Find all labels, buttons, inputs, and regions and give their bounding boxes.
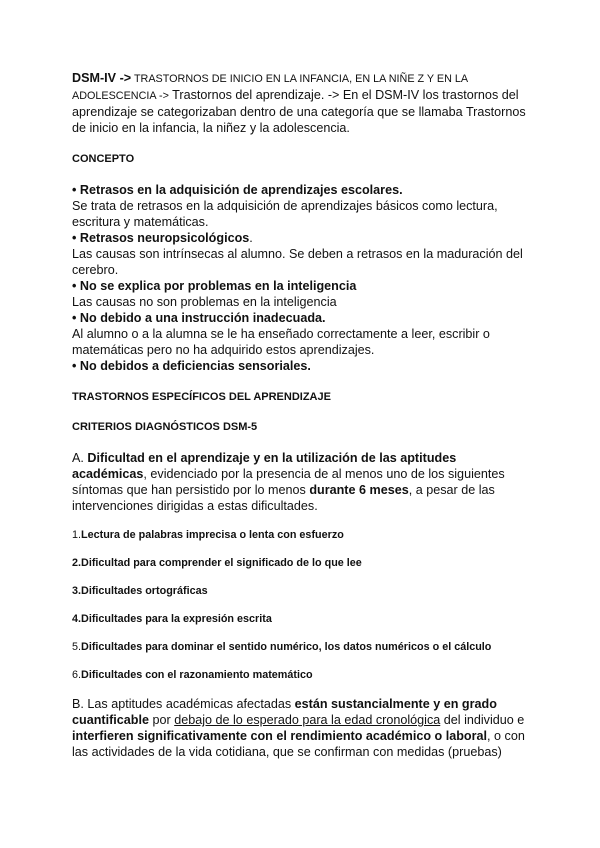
criterion-a-paragraph: A. Dificultad en el aprendizaje y en la utilización de las aptitudes académicas, evidenciado por la presencia de al menos uno de los siguientes síntomas que han persistido por lo menos durante 6 meses, a pesar de las intervenciones dirigidas a estas dificultades. <box>72 451 505 513</box>
concepto-list <box>72 182 532 374</box>
symptom-item: 4.Dificultades para la expresión escrita <box>72 613 272 625</box>
concepto-item-text: Las causas no son problemas en la inteligencia <box>72 295 337 309</box>
intro-small-caps-text: TRASTORNOS DE INICIO EN LA INFANCIA, EN LA NIÑE Z Y EN LA ADOLESCENCIA -> <box>72 73 468 102</box>
intro-rest-text: Trastornos del aprendizaje. -> En el DSM-IV los trastornos del aprendizaje se categorizaban dentro de una categoría que se llamaba Trastornos de inicio en la infancia, la niñez y la adolescencia. <box>72 88 526 135</box>
symptom-item: 3.Dificultades ortográficas <box>72 585 208 597</box>
symptom-list <box>72 528 532 682</box>
concepto-item-title: • No se explica por problemas en la inteligencia <box>72 279 357 293</box>
concepto-item-title: • No debidos a deficiencias sensoriales. <box>72 359 311 373</box>
concepto-item-title: • Retrasos en la adquisición de aprendizajes escolares. <box>72 183 403 197</box>
symptom-item: 1.Lectura de palabras imprecisa o lenta con esfuerzo <box>72 529 344 541</box>
symptom-item: 6.Dificultades con el razonamiento matemático <box>72 669 313 681</box>
concepto-item-title: • Retrasos neuropsicológicos. <box>72 231 253 245</box>
dsm-iv-label: DSM-IV -> <box>72 71 132 85</box>
criterion-b-paragraph: B. Las aptitudes académicas afectadas están sustancialmente y en grado cuantificable por debajo de lo esperado para la edad cronológica del individuo e interfieren significativamente con el rendimiento académico o laboral, o con las actividades de la vida cotidiana, que se confirman con medidas (pruebas) <box>72 697 525 759</box>
document-page <box>72 70 532 760</box>
symptom-item: 2.Dificultad para comprender el significado de lo que lee <box>72 557 362 569</box>
trastornos-heading: TRASTORNOS ESPECÍFICOS DEL APRENDIZAJE <box>72 391 331 403</box>
concepto-item-text: Se trata de retrasos en la adquisición de aprendizajes básicos como lectura, escritura y matemáticas. <box>72 199 498 229</box>
concepto-item-text: Al alumno o a la alumna se le ha enseñado correctamente a leer, escribir o matemáticas pero no ha adquirido estos aprendizajes. <box>72 327 490 357</box>
concepto-item-text: Las causas son intrínsecas al alumno. Se deben a retrasos en la maduración del cerebro. <box>72 247 523 277</box>
intro-paragraph <box>72 70 532 136</box>
symptom-item: 5.Dificultades para dominar el sentido numérico, los datos numéricos o el cálculo <box>72 641 492 653</box>
concepto-item-title: • No debido a una instrucción inadecuada. <box>72 311 326 325</box>
concepto-heading: CONCEPTO <box>72 153 135 165</box>
criterios-heading: CRITERIOS DIAGNÓSTICOS DSM-5 <box>72 421 258 433</box>
